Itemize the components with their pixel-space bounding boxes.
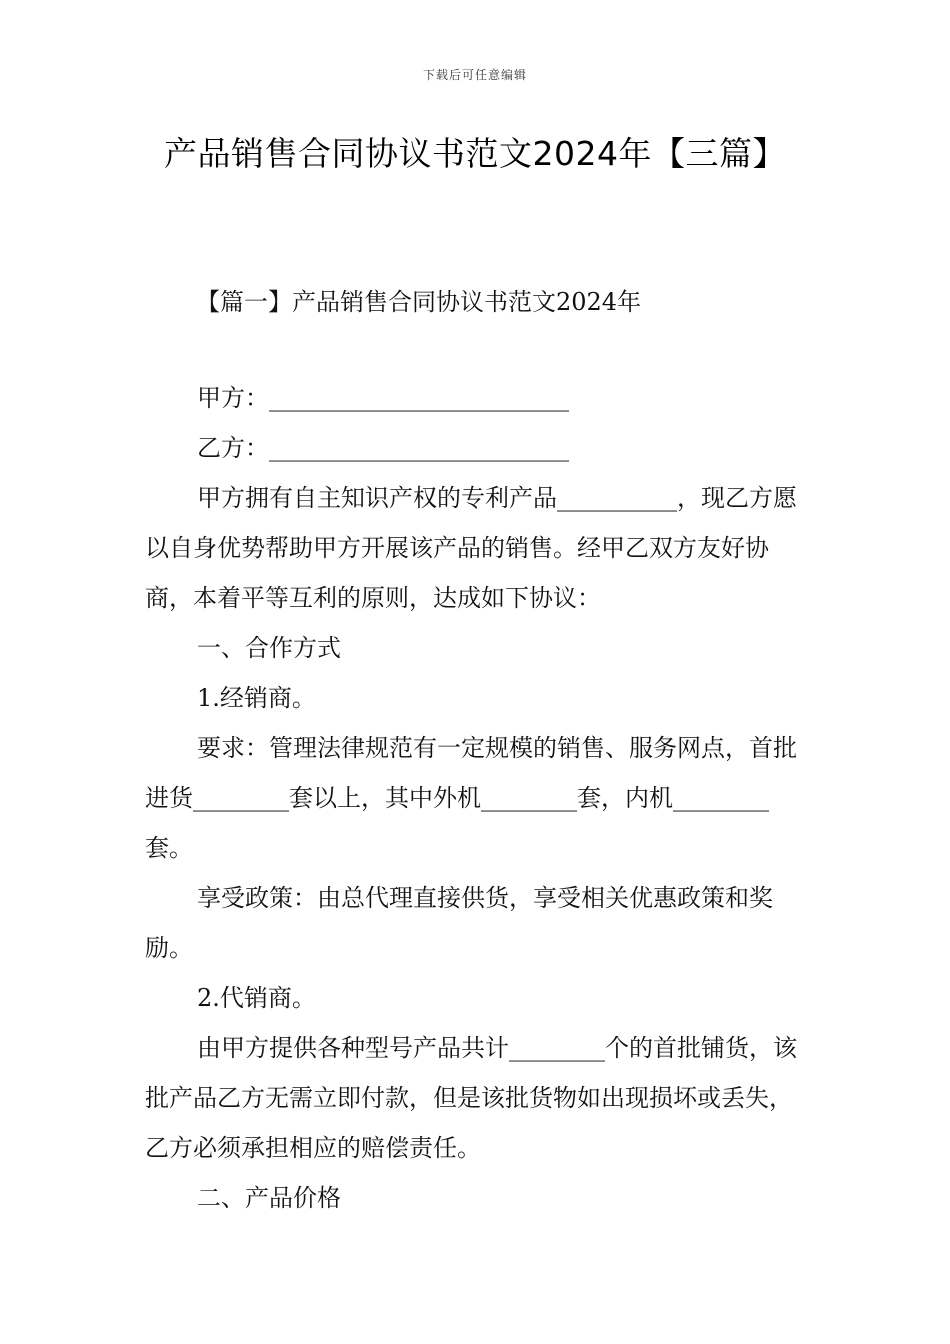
heading-product-price: 二、产品价格 [197, 1184, 341, 1212]
paragraph-consignment: 由甲方提供各种型号产品共计________个的首批铺货，该批产品乙方无需立即付款，但是该批货物如出现损坏或丢失，乙方必须承担相应的赔偿责任。 [145, 1034, 797, 1162]
item-consignment-seller: 2.代销商。 [197, 984, 316, 1012]
paragraph-requirements: 要求：管理法律规范有一定规模的销售、服务网点，首批进货________套以上，其中外机________套，内机________套。 [145, 734, 797, 862]
document-body [145, 373, 813, 1223]
paragraph-policy: 享受政策：由总代理直接供货，享受相关优惠政策和奖励。 [145, 884, 773, 962]
document-title: 产品销售合同协议书范文2024年【三篇】 [164, 134, 786, 173]
party-a-line: 甲方：_________________________ [197, 384, 569, 412]
party-b-line: 乙方：_________________________ [197, 434, 569, 462]
paragraph-intro: 甲方拥有自主知识产权的专利产品__________，现乙方愿以自身优势帮助甲方开展该产品的销售。经甲乙双方友好协商，本着平等互利的原则，达成如下协议： [145, 484, 797, 612]
item-distributor: 1.经销商。 [197, 684, 316, 712]
section-title: 【篇一】产品销售合同协议书范文2024年 [196, 288, 642, 316]
heading-cooperation-method: 一、合作方式 [197, 634, 341, 662]
header-note: 下载后可任意编辑 [422, 68, 527, 82]
